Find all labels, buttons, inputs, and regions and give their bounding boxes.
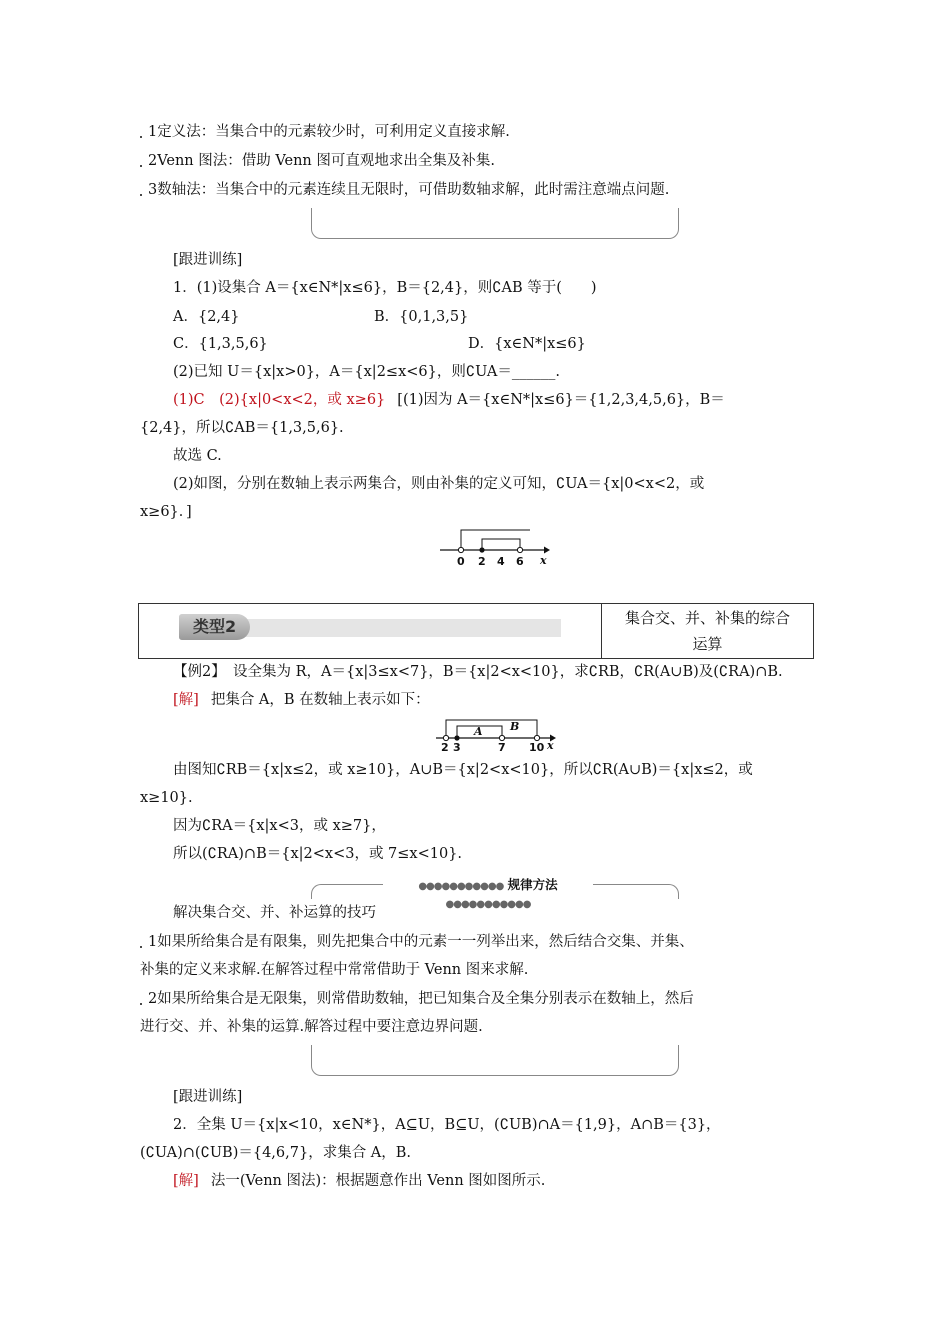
dot-leader: ●●●●●●●●●●● bbox=[445, 899, 531, 910]
solution-line-5: 所以(∁RA)∩B＝{x|2<x<3，或 7≤x<10}. bbox=[173, 846, 463, 862]
rule-point-1b: 补集的定义来求解.在解答过程中常常借助于 Venn 图来求解. bbox=[140, 962, 529, 978]
practice-heading: [跟进训练] bbox=[173, 252, 243, 268]
dot-leader: ●●●●●●●●●●● bbox=[418, 881, 504, 892]
type-tag: 类型2 bbox=[179, 614, 250, 640]
bullet-mark bbox=[140, 946, 142, 948]
rule-frame-bottom bbox=[311, 1045, 679, 1076]
axis-variable: x bbox=[540, 554, 547, 567]
rule-point-1a: 1如果所给集合是有限集，则先把集合中的元素一一列举出来，然后结合交集、并集、 bbox=[140, 932, 815, 952]
tick-label: 7 bbox=[498, 741, 506, 754]
solution-intro: [解] 把集合 A，B 在数轴上表示如下： bbox=[173, 692, 430, 708]
question-1-part-2: (2)已知 U＝{x|x>0}，A＝{x|2≤x<6}，则∁UA＝______. bbox=[173, 364, 560, 380]
answer-line-1: (1)C (2){x|0<x<2，或 x≥6} [(1)因为 A＝{x∈N*|x≤6}＝{1,2,3,4,5,6}，B＝ bbox=[173, 392, 725, 408]
example-2-stem: 【例2】 设全集为 R，A＝{x|3≤x<7}，B＝{x|2<x<10}，求∁RB，∁R(A∪B)及(∁RA)∩B. bbox=[173, 664, 783, 680]
answer-line-3: 故选 C. bbox=[173, 448, 222, 464]
solution-line-2: 由图知∁RB＝{x|x≤2，或 x≥10}，A∪B＝{x|2<x<10}，所以∁R(A∪B)＝{x|x≤2，或 bbox=[173, 762, 753, 778]
method-definition: 1定义法：当集合中的元素较少时，可利用定义直接求解. bbox=[140, 122, 815, 142]
set-label-a: A bbox=[474, 725, 483, 738]
tick-label: 4 bbox=[497, 555, 505, 568]
rule-point-2b: 进行交、并、补集的运算.解答过程中要注意边界问题. bbox=[140, 1019, 483, 1035]
question-1: 1．(1)设集合 A＝{x∈N*|x≤6}，B＝{2,4}，则∁AB 等于( ) bbox=[173, 280, 597, 296]
solution-line-3: x≥10}. bbox=[140, 790, 193, 806]
answer-line-4: (2)如图，分别在数轴上表示两集合，则由补集的定义可知，∁UA＝{x|0<x<2，或 bbox=[173, 476, 705, 492]
question-2-line-2: (∁UA)∩(∁UB)＝{4,6,7}，求集合 A，B. bbox=[140, 1145, 412, 1161]
axis-variable: x bbox=[547, 739, 554, 752]
question-2-line-1: 2．全集 U＝{x|x<10，x∈N*}，A⊆U，B⊆U，(∁UB)∩A＝{1,9}，A∩B＝{3}， bbox=[173, 1117, 721, 1133]
option-c: C．{1,3,5,6} bbox=[173, 336, 268, 352]
tick-label: 10 bbox=[529, 741, 545, 754]
answer-line-2: {2,4}，所以∁AB＝{1,3,5,6}. bbox=[140, 420, 344, 436]
bullet-mark bbox=[140, 194, 142, 196]
method-venn: 2Venn 图法：借助 Venn 图可直观地求出全集及补集. bbox=[140, 151, 815, 171]
option-b: B．{0,1,3,5} bbox=[374, 309, 469, 325]
option-d: D．{x∈N*|x≤6} bbox=[468, 336, 586, 352]
bullet-mark bbox=[140, 136, 142, 138]
rule-title: 解决集合交、并、补运算的技巧 bbox=[173, 905, 376, 921]
type-title: 集合交、并、补集的综合 运算 bbox=[624, 609, 790, 653]
bullet-mark bbox=[140, 165, 142, 167]
tick-label: 6 bbox=[516, 555, 524, 568]
tick-label: 2 bbox=[478, 555, 486, 568]
solution-2: [解] 法一(Venn 图法)：根据题意作出 Venn 图如图所示. bbox=[173, 1173, 546, 1189]
number-axis-2 bbox=[434, 714, 564, 756]
tick-label: 0 bbox=[457, 555, 465, 568]
type-2-header bbox=[138, 603, 814, 659]
set-label-b: B bbox=[510, 720, 520, 733]
answer-key: (1)C (2){x|0<x<2，或 x≥6} bbox=[173, 392, 386, 408]
rule-point-2a: 2如果所给集合是无限集，则常借助数轴，把已知集合及全集分别表示在数轴上，然后 bbox=[140, 989, 815, 1009]
rule-label: ●●●●●●●●●●● 规律方法 ●●●●●●●●●●● bbox=[383, 877, 593, 913]
practice-heading-2: [跟进训练] bbox=[173, 1089, 243, 1105]
solution-tag: [解] bbox=[173, 1173, 199, 1189]
number-axis-1 bbox=[436, 524, 560, 570]
tick-label: 3 bbox=[453, 741, 461, 754]
bullet-mark bbox=[140, 1003, 142, 1005]
answer-line-5: x≥6}．] bbox=[140, 504, 192, 520]
option-a: A．{2,4} bbox=[173, 309, 240, 325]
tick-label: 2 bbox=[441, 741, 449, 754]
solution-tag: [解] bbox=[173, 692, 199, 708]
solution-line-4: 因为∁RA＝{x|x<3，或 x≥7}， bbox=[173, 818, 386, 834]
method-frame-bottom bbox=[311, 208, 679, 239]
method-number-axis: 3数轴法：当集合中的元素连续且无限时，可借助数轴求解，此时需注意端点问题. bbox=[140, 180, 815, 200]
